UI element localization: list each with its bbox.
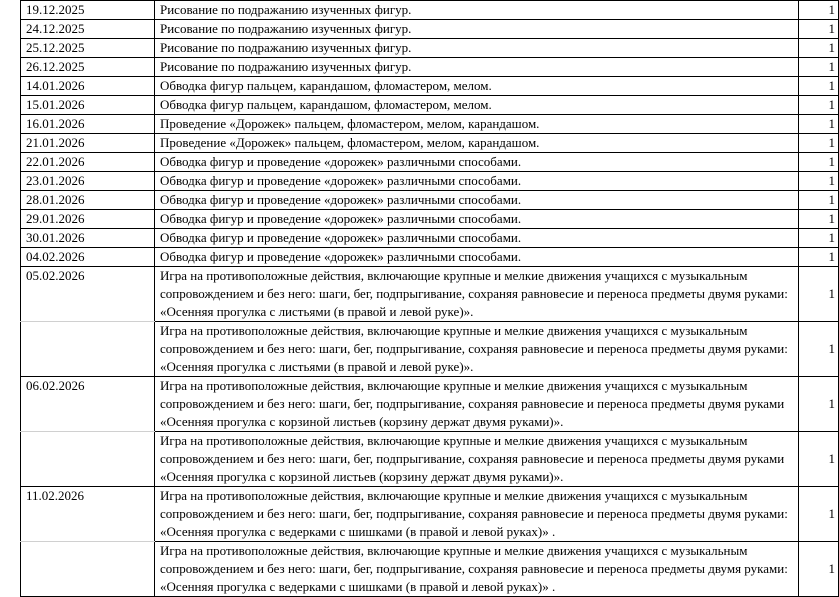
date-cell: 04.02.2026 (21, 248, 155, 267)
hours-cell: 1 (799, 229, 839, 248)
date-cell: 16.01.2026 (21, 115, 155, 134)
topic-cell: Игра на противоположные действия, включающие крупные и мелкие движения учащихся с музыкальным сопровождением и без него: шаги, бег, подпрыгивание, сохраняя равновесие и переноса предметы двумя руками: «Осенняя прогулка с ведерками с шишками (в правой и левой руках)» . (155, 487, 799, 542)
table-row (21, 58, 839, 77)
table-row (21, 248, 839, 267)
hours-cell: 1 (799, 377, 839, 432)
hours-cell: 1 (799, 134, 839, 153)
hours-cell: 1 (799, 153, 839, 172)
date-cell: 11.02.2026 (21, 487, 155, 542)
topic-cell: Проведение «Дорожек» пальцем, фломастером, мелом, карандашом. (155, 134, 799, 153)
topic-cell: Игра на противоположные действия, включающие крупные и мелкие движения учащихся с музыкальным сопровождением и без него: шаги, бег, подпрыгивание, сохраняя равновесие и переноса предметы двумя руками «Осенняя прогулка с корзиной листьев (корзину держат двумя руками)». (155, 432, 799, 487)
date-cell: 06.02.2026 (21, 377, 155, 432)
table-row (21, 267, 839, 322)
table-row (21, 20, 839, 39)
table-row (21, 1, 839, 20)
hours-cell: 1 (799, 432, 839, 487)
topic-cell: Обводка фигур и проведение «дорожек» различными способами. (155, 210, 799, 229)
topic-cell: Игра на противоположные действия, включающие крупные и мелкие движения учащихся с музыкальным сопровождением и без него: шаги, бег, подпрыгивание, сохраняя равновесие и переноса предметы двумя руками: «Осенняя прогулка с ведерками с шишками (в правой и левой руках)» . (155, 542, 799, 597)
topic-cell: Рисование по подражанию изученных фигур. (155, 58, 799, 77)
date-cell (21, 432, 155, 487)
topic-cell: Проведение «Дорожек» пальцем, фломастером, мелом, карандашом. (155, 115, 799, 134)
table-row (21, 77, 839, 96)
hours-cell: 1 (799, 1, 839, 20)
topic-cell: Игра на противоположные действия, включающие крупные и мелкие движения учащихся с музыкальным сопровождением и без него: шаги, бег, подпрыгивание, сохраняя равновесие и переноса предметы двумя руками: «Осенняя прогулка с листьями (в правой и левой руке)». (155, 322, 799, 377)
table-row (21, 322, 839, 377)
date-cell: 21.01.2026 (21, 134, 155, 153)
table-row (21, 377, 839, 432)
table-row (21, 210, 839, 229)
topic-cell: Игра на противоположные действия, включающие крупные и мелкие движения учащихся с музыкальным сопровождением и без него: шаги, бег, подпрыгивание, сохраняя равновесие и переноса предметы двумя руками: «Осенняя прогулка с листьями (в правой и левой руке)». (155, 267, 799, 322)
topic-cell: Обводка фигур и проведение «дорожек» различными способами. (155, 172, 799, 191)
topic-cell: Обводка фигур и проведение «дорожек» различными способами. (155, 191, 799, 210)
topic-cell: Игра на противоположные действия, включающие крупные и мелкие движения учащихся с музыкальным сопровождением и без него: шаги, бег, подпрыгивание, сохраняя равновесие и переноса предметы двумя руками «Осенняя прогулка с корзиной листьев (корзину держат двумя руками)». (155, 377, 799, 432)
date-cell: 24.12.2025 (21, 20, 155, 39)
hours-cell: 1 (799, 39, 839, 58)
topic-cell: Рисование по подражанию изученных фигур. (155, 39, 799, 58)
hours-cell: 1 (799, 172, 839, 191)
table-row (21, 191, 839, 210)
topic-cell: Обводка фигур пальцем, карандашом, фломастером, мелом. (155, 96, 799, 115)
hours-cell: 1 (799, 77, 839, 96)
date-cell: 22.01.2026 (21, 153, 155, 172)
table-row (21, 229, 839, 248)
date-cell: 15.01.2026 (21, 96, 155, 115)
table-row (21, 542, 839, 597)
hours-cell: 1 (799, 20, 839, 39)
hours-cell: 1 (799, 267, 839, 322)
date-cell (21, 542, 155, 597)
date-cell: 05.02.2026 (21, 267, 155, 322)
table-row (21, 172, 839, 191)
table-row (21, 432, 839, 487)
date-cell: 25.12.2025 (21, 39, 155, 58)
hours-cell: 1 (799, 58, 839, 77)
hours-cell: 1 (799, 487, 839, 542)
table-row (21, 153, 839, 172)
date-cell: 23.01.2026 (21, 172, 155, 191)
date-cell: 28.01.2026 (21, 191, 155, 210)
hours-cell: 1 (799, 210, 839, 229)
hours-cell: 1 (799, 248, 839, 267)
date-cell: 26.12.2025 (21, 58, 155, 77)
date-cell (21, 322, 155, 377)
table-row (21, 96, 839, 115)
hours-cell: 1 (799, 115, 839, 134)
table-row (21, 39, 839, 58)
date-cell: 30.01.2026 (21, 229, 155, 248)
date-cell: 19.12.2025 (21, 1, 155, 20)
hours-cell: 1 (799, 542, 839, 597)
date-cell: 29.01.2026 (21, 210, 155, 229)
hours-cell: 1 (799, 322, 839, 377)
hours-cell: 1 (799, 96, 839, 115)
topic-cell: Обводка фигур и проведение «дорожек» различными способами. (155, 153, 799, 172)
topic-cell: Обводка фигур и проведение «дорожек» различными способами. (155, 229, 799, 248)
table-row (21, 487, 839, 542)
topic-cell: Обводка фигур и проведение «дорожек» различными способами. (155, 248, 799, 267)
topic-cell: Рисование по подражанию изученных фигур. (155, 1, 799, 20)
lesson-schedule-table (20, 0, 839, 597)
table-row (21, 134, 839, 153)
topic-cell: Обводка фигур пальцем, карандашом, фломастером, мелом. (155, 77, 799, 96)
hours-cell: 1 (799, 191, 839, 210)
table-row (21, 115, 839, 134)
topic-cell: Рисование по подражанию изученных фигур. (155, 20, 799, 39)
date-cell: 14.01.2026 (21, 77, 155, 96)
